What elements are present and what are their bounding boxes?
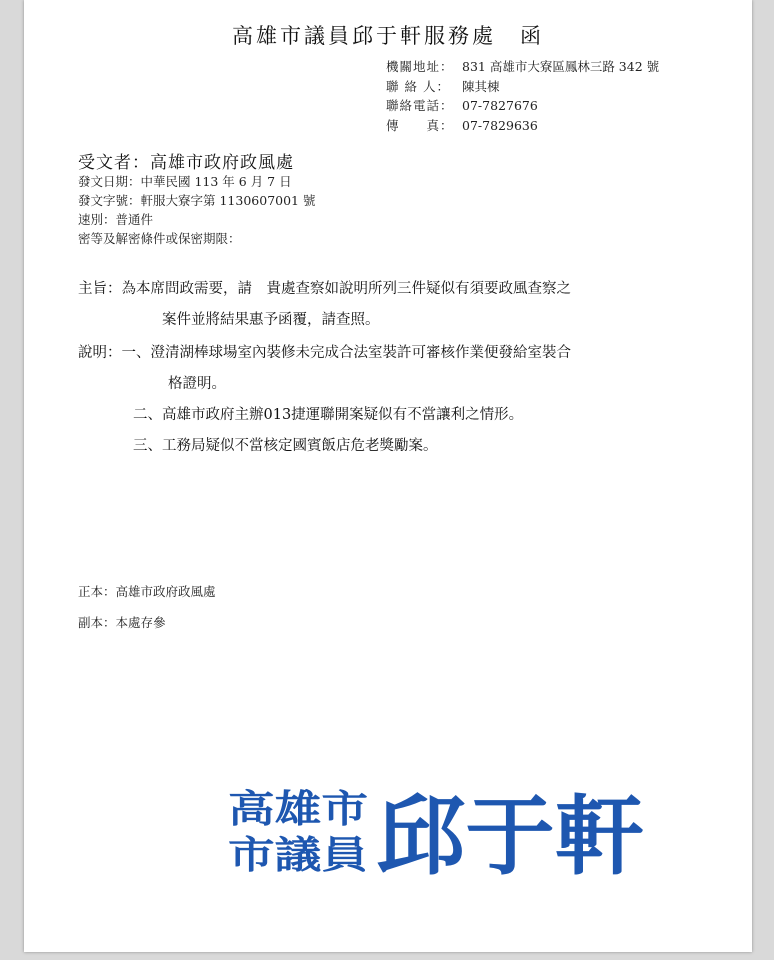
primary-copy: 正本：高雄市政府政風處 (78, 584, 216, 599)
copies-block (78, 576, 216, 638)
explanation-item-1: 說明：一、澄清湖棒球場室內裝修未完成合法室裝許可審核作業便發給室裝合 (78, 345, 571, 361)
contact-value: 陳其棟 (462, 78, 500, 94)
explanation-item-2: 二、高雄市政府主辦013捷運聯開案疑似有不當讓利之情形。 (133, 407, 524, 423)
contact-value: 07-7827676 (462, 98, 538, 113)
explanation-item-1-cont: 格證明。 (168, 376, 226, 392)
issue-date: 發文日期：中華民國 113 年 6 月 7 日 (78, 174, 292, 189)
explanation-block (78, 338, 571, 462)
contact-value: 831 高雄市大寮區鳳林三路 342 號 (462, 59, 660, 74)
explanation-item-3: 三、工務局疑似不當核定國賓飯店危老獎勵案。 (133, 438, 438, 454)
contact-label: 機關地址： (386, 59, 454, 74)
contact-block (386, 57, 659, 135)
document-title: 高雄市議員邱于軒服務處 函 (232, 24, 544, 48)
meta-block (78, 172, 315, 248)
subject-line-2: 案件並將結果惠予函覆，請查照。 (162, 312, 380, 328)
subject-block (78, 274, 571, 336)
urgency: 速別：普通件 (78, 212, 154, 227)
seal-title-text: 市議員 (228, 833, 368, 877)
seal-city-text: 高雄市 (228, 787, 368, 831)
contact-label: 聯絡電話： (386, 98, 454, 113)
document-page (24, 0, 752, 952)
contact-value: 07-7829636 (462, 117, 538, 133)
seal-name-text: 邱于軒 (376, 787, 644, 880)
document-number: 發文字號：軒服大寮字第 1130607001 號 (78, 193, 316, 208)
councilor-seal-logo (228, 780, 648, 880)
contact-phone (386, 96, 659, 116)
confidentiality: 密等及解密條件或保密期限： (78, 231, 241, 246)
secondary-copy: 副本：本處存參 (78, 615, 166, 630)
contact-label: 傳 真： (386, 117, 454, 133)
recipient-line: 受文者：高雄市政府政風處 (78, 153, 294, 173)
contact-fax (386, 116, 659, 136)
contact-label: 聯 絡 人： (386, 78, 450, 94)
contact-person (386, 77, 659, 97)
subject-line-1: 主旨：為本席問政需要，請 貴處查察如說明所列三件疑似有須要政風查察之 (78, 281, 571, 297)
contact-address (386, 57, 659, 77)
